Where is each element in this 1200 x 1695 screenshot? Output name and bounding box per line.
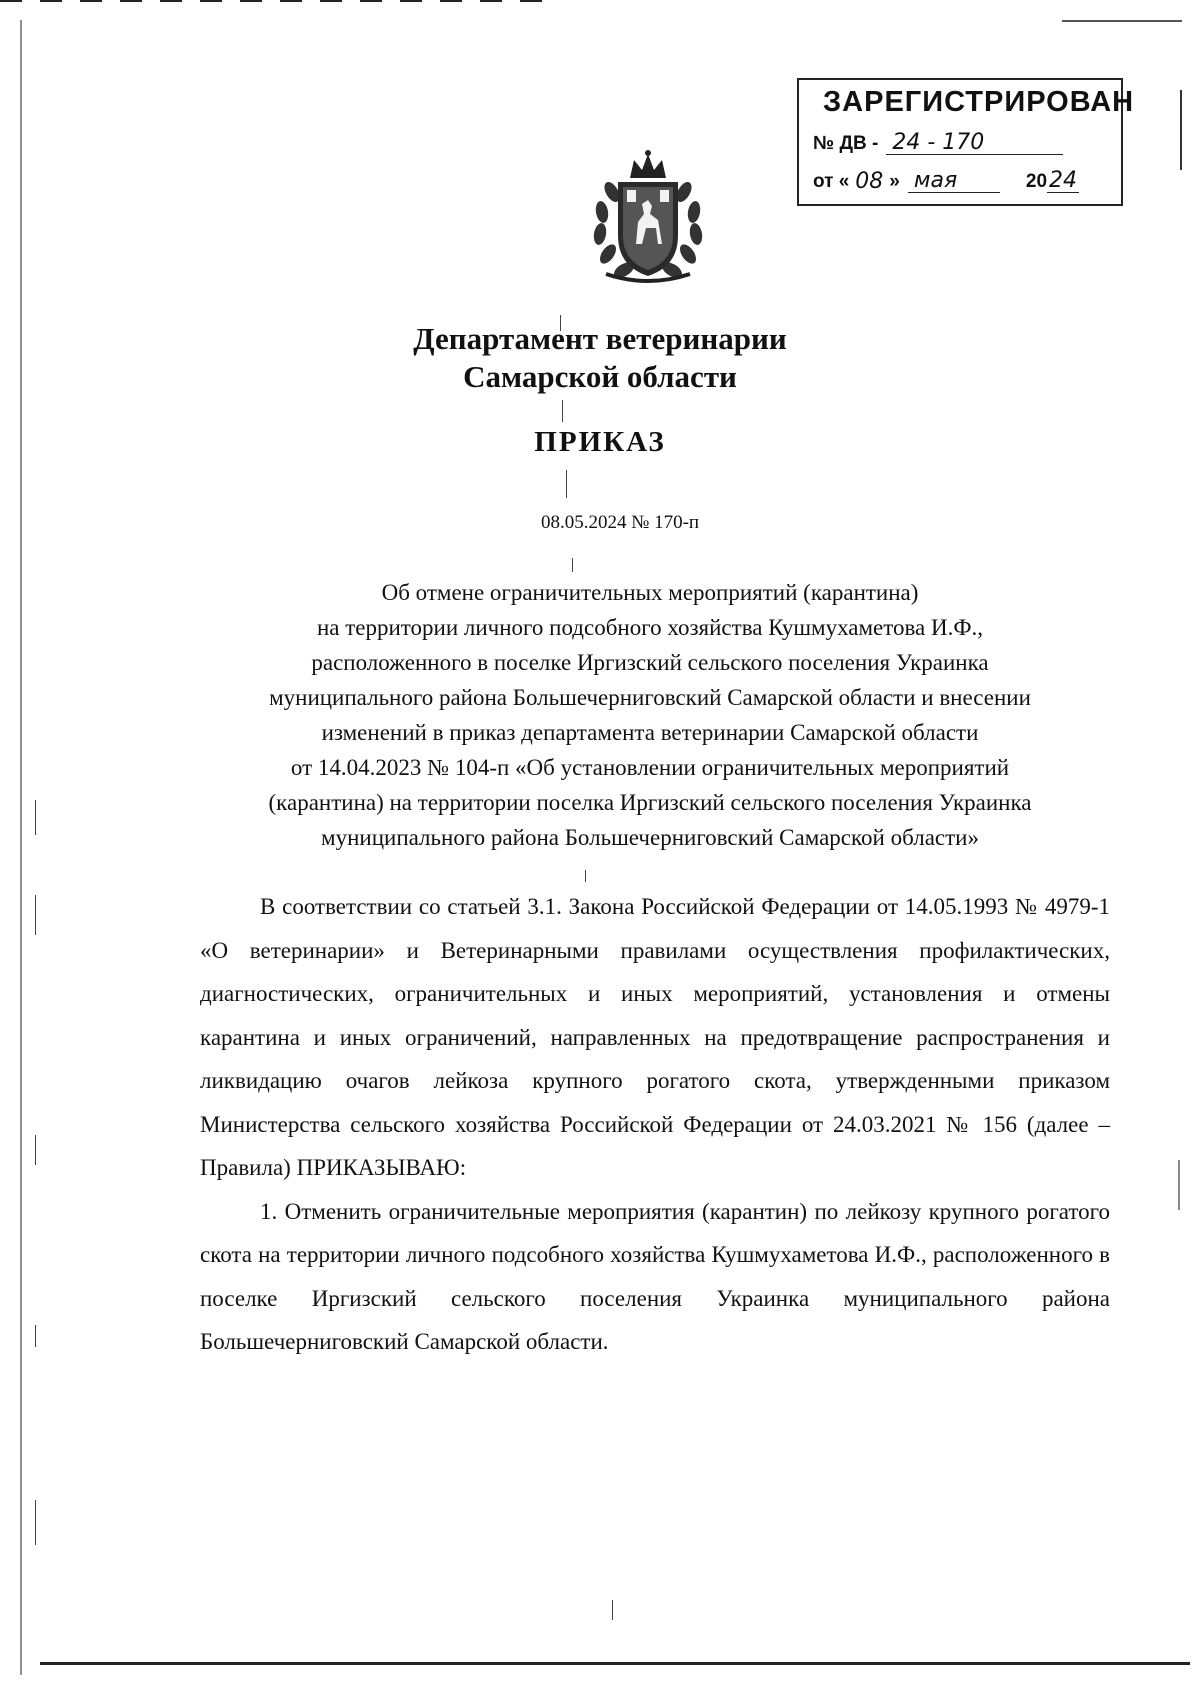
document-date-number: 08.05.2024 № 170-п	[540, 512, 700, 533]
stamp-number-handwritten: 24 - 170	[886, 132, 1063, 155]
subject-line: муниципального района Большечерниговский Самарской области и внесении	[269, 685, 1031, 710]
document-subject	[180, 575, 1120, 855]
subject-line: изменений в приказ департамента ветеринарии Самарской области	[321, 720, 979, 745]
stamp-date-month: мая	[908, 170, 1000, 193]
stamp-number-label: № ДВ -	[813, 133, 879, 154]
subject-line: расположенного в поселке Иргизский сельского поселения Украинка	[311, 650, 989, 675]
stamp-date-day: 08	[855, 169, 884, 194]
subject-line: на территории личного подсобного хозяйства Кушмухаметова И.Ф.,	[316, 615, 984, 640]
stamp-date-row	[813, 170, 1079, 193]
subject-line: от 14.04.2023 № 104-п «Об установлении ограничительных мероприятий	[290, 755, 1010, 780]
subject-line: муниципального района Большечерниговский Самарской области»	[321, 825, 979, 850]
document-type: ПРИКАЗ	[534, 426, 666, 458]
stamp-year-suffix: 24	[1049, 168, 1078, 193]
department-name	[0, 320, 1200, 396]
scan-right-edge-lower	[1178, 1160, 1180, 1210]
scan-top-right-line	[1062, 20, 1182, 22]
stamp-date-prefix: от «	[813, 171, 850, 192]
department-line1: Департамент ветеринарии	[413, 321, 787, 356]
registration-stamp	[797, 78, 1135, 206]
stamp-year-prefix: 20	[1025, 171, 1048, 192]
stamp-title: ЗАРЕГИСТРИРОВАН	[823, 86, 1135, 118]
department-line2: Самарской области	[463, 359, 737, 394]
subject-line: Об отмене ограничительных мероприятий (карантина)	[381, 580, 919, 605]
samara-coat-of-arms-icon	[586, 148, 710, 286]
scan-left-edge	[20, 20, 22, 1675]
order-item-1: 1. Отменить ограничительные мероприятия (карантин) по лейкозу крупного рогатого скота на территории личного подсобного хозяйства Кушмухаметова И.Ф., расположенного в поселке Иргизский сельского поселения Украинка муниципального района Большечерниговский Самарской области.	[200, 1198, 1110, 1354]
scan-dashed-line	[0, 0, 560, 2]
scan-bottom-edge	[40, 1662, 1190, 1665]
stamp-date-mid: »	[889, 171, 900, 192]
subject-line: (карантина) на территории поселка Иргизский сельского поселения Украинка	[268, 790, 1032, 815]
stamp-number-row	[813, 132, 1063, 155]
preamble-paragraph: В соответствии со статьей 3.1. Закона Российской Федерации от 14.05.1993 № 4979-1 «О ветеринарии» и Ветеринарными правилами осуществления профилактических, диагностических, ограничительных и иных мероприятий, установления и отмены карантина и иных ограничений, направленных на предотвращение распространения и ликвидацию очагов лейкоза крупного рогатого скота, утвержденными приказом Министерства сельского хозяйства Российской Федерации от 24.03.2021 № 156 (далее – Правила) ПРИКАЗЫВАЮ:	[200, 894, 1110, 1180]
scan-right-edge	[1180, 90, 1182, 170]
document-body	[200, 885, 1110, 1364]
